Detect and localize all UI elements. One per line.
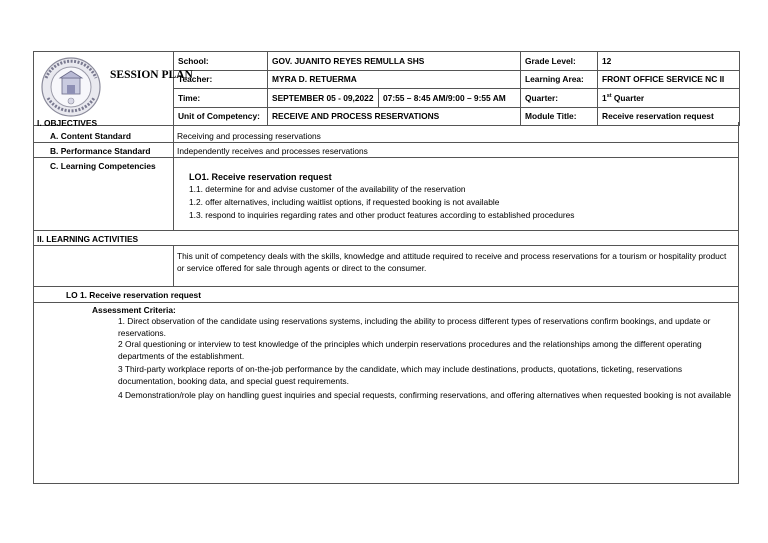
- divider: [33, 157, 739, 158]
- module-title-value: Receive reservation request: [598, 107, 740, 126]
- learning-area-label: Learning Area:: [521, 70, 598, 89]
- lo-title: LO1. Receive reservation request: [189, 172, 332, 182]
- quarter-word: Quarter: [611, 92, 645, 103]
- unit-description: This unit of competency deals with the skills, knowledge and attitude required to receive and process reservations for a tourism or hospitality product or service offered for sale through agents or direct to the consumer.: [177, 251, 727, 273]
- quarter-value: [598, 89, 740, 108]
- criteria-item: 2 Oral questioning or interview to test knowledge of the principles which underpin reservations procedures and the relationships among the different operating departments of the establishment.: [118, 339, 702, 361]
- lo-item: 1.3. respond to inquiries regarding rates and other product features according to established procedures: [189, 210, 575, 220]
- content-standard-value: Receiving and processing reservations: [177, 131, 321, 141]
- unit-of-competency-value: RECEIVE AND PROCESS RESERVATIONS: [268, 107, 521, 126]
- body-box: [33, 122, 739, 484]
- content-standard-label: A. Content Standard: [50, 131, 131, 141]
- school-value: GOV. JUANITO REYES REMULLA SHS: [268, 52, 521, 71]
- deped-seal-icon: [40, 56, 102, 118]
- criteria-item: 3 Third-party workplace reports of on-the-job performance by the candidate, which may include destinations, products, quotations, ticketing, reservations documentation, booking data, and special guest requirements.: [118, 364, 683, 386]
- learning-competencies-label: C. Learning Competencies: [50, 161, 156, 171]
- date-value: SEPTEMBER 05 - 09,2022: [268, 89, 379, 108]
- grade-level-label: Grade Level:: [521, 52, 598, 71]
- objectives-heading: I. OBJECTIVES: [37, 118, 98, 128]
- time-label: Time:: [174, 89, 268, 108]
- school-label: School:: [174, 52, 268, 71]
- assessment-criteria-heading: Assessment Criteria:: [92, 305, 176, 315]
- learning-activities-heading: II. LEARNING ACTIVITIES: [37, 234, 139, 244]
- divider: [33, 230, 739, 231]
- session-plan-title: SESSION PLAN: [110, 69, 193, 81]
- teacher-label: Teacher:: [174, 70, 268, 89]
- unit-of-competency-label: Unit of Competency:: [174, 107, 268, 126]
- performance-standard-value: Independently receives and processes reservations: [177, 146, 368, 156]
- criteria-item: 4 Demonstration/role play on handling guest inquiries and special requests, confirming reservations, and offering alternatives when requested booking is not available: [118, 390, 731, 400]
- learning-area-value: FRONT OFFICE SERVICE NC II: [598, 70, 740, 89]
- divider: [33, 142, 739, 143]
- divider: [33, 286, 739, 287]
- divider: [33, 302, 739, 303]
- teacher-value: MYRA D. RETUERMA: [268, 70, 521, 89]
- quarter-suffix: st: [606, 92, 612, 99]
- column-divider: [173, 122, 174, 230]
- lo-item: 1.1. determine for and advise customer of the availability of the reservation: [189, 184, 466, 194]
- lo-item: 1.2. offer alternatives, including waitlist options, if requested booking is not available: [189, 197, 500, 207]
- quarter-label: Quarter:: [521, 89, 598, 108]
- lo1-heading: LO 1. Receive reservation request: [66, 290, 201, 300]
- performance-standard-label: B. Performance Standard: [50, 146, 151, 156]
- divider: [33, 245, 739, 246]
- time-value: 07:55 – 8:45 AM/9:00 – 9:55 AM: [379, 89, 521, 108]
- header-table: [33, 51, 740, 126]
- quarter-number: 1: [602, 92, 607, 103]
- criteria-item: 1. Direct observation of the candidate using reservations systems, including the ability to process different types of reservations confirm bookings, and update or reservations.: [118, 316, 711, 338]
- module-title-label: Module Title:: [521, 107, 598, 126]
- grade-level-value: 12: [598, 52, 740, 71]
- column-divider: [173, 245, 174, 286]
